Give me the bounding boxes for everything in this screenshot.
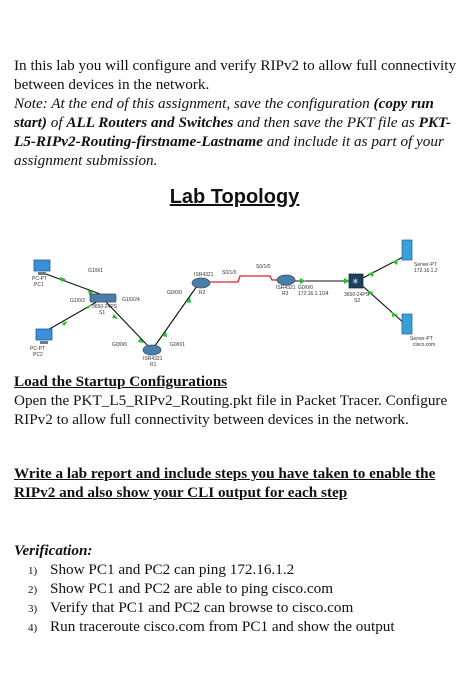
load-config-heading: Load the Startup Configurations xyxy=(14,373,228,390)
note-all-devices: ALL Routers and Switches xyxy=(66,114,234,131)
report-section xyxy=(14,464,454,502)
verification-list xyxy=(14,560,454,636)
link-s2-server2 xyxy=(357,281,405,324)
r3-label-model: ISR4321 xyxy=(276,285,296,291)
intro-line: In this lab you will configure and verify RIPv2 to allow full connectivity between devices in the network. xyxy=(14,57,457,93)
server1-label-type: Server-PT xyxy=(414,262,437,268)
lab-topology-title: Lab Topology xyxy=(169,186,300,208)
server2-label-host: cisco.com xyxy=(413,342,436,348)
pc2-label-name: PC2 xyxy=(33,352,43,358)
intro-text xyxy=(14,56,459,170)
if-label-g1024: G1/0/24 xyxy=(122,297,140,303)
verification-section xyxy=(14,541,454,636)
router-r3-icon xyxy=(276,275,296,297)
if-label-g102: G1/0/2 xyxy=(70,298,86,304)
s1-label-name: S1 xyxy=(99,310,106,316)
server2-label-type: Server-PT xyxy=(410,336,433,342)
item-number: 4) xyxy=(28,622,38,634)
r2-label-name: R2 xyxy=(199,290,206,296)
r1-label-model: ISR4321 xyxy=(143,356,163,362)
verification-item xyxy=(14,617,454,636)
r3-network-label: 172.16.1.1/24 xyxy=(298,291,329,297)
verification-item xyxy=(14,579,454,598)
report-heading: Write a lab report and include steps you have taken to enable the RIPv2 and also show your CLI output for each step xyxy=(14,465,436,501)
item-number: 3) xyxy=(28,603,38,615)
r2-label-model: ISR4321 xyxy=(194,272,214,278)
item-number: 1) xyxy=(28,565,38,577)
if-label-g001-r1: G0/0/1 xyxy=(170,342,186,348)
server-172-icon xyxy=(402,240,438,274)
load-config-section xyxy=(14,372,454,429)
note-paragraph xyxy=(14,94,459,170)
topology-diagram xyxy=(0,236,469,376)
pc1-label-name: PC1 xyxy=(34,282,44,288)
r3-label-name: R3 xyxy=(282,291,289,297)
server-cisco-icon xyxy=(402,314,435,348)
router-r1-icon xyxy=(143,345,163,368)
load-config-body: Open the PKT_L5_RIPv2_Routing.pkt file in Packet Tracer. Configure RIPv2 to allow full connectivity between devices in the network. xyxy=(14,392,448,428)
if-label-s010-r2: S0/1/0 xyxy=(222,270,237,276)
if-label-g101: G1/0/1 xyxy=(88,268,104,274)
item-text: Verify that PC1 and PC2 can browse to cisco.com xyxy=(50,599,354,616)
if-label-s010-r3: S0/1/0 xyxy=(256,264,271,270)
link-pc1-s1 xyxy=(46,274,100,294)
s1-label-model: 3650-24PS xyxy=(92,304,118,310)
if-label-g000-r1: G0/0/0 xyxy=(112,342,128,348)
server1-label-ip: 172.16.1.2 xyxy=(414,268,438,274)
item-text: Show PC1 and PC2 are able to ping cisco.com xyxy=(50,580,334,597)
item-text: Run traceroute cisco.com from PC1 and show the output xyxy=(50,618,395,635)
note-mid2: and then save the PKT file as xyxy=(233,114,419,131)
router-r2-icon xyxy=(192,272,214,296)
note-filename: PKT-L5-RIPv2-Routing-firstname-Lastname xyxy=(14,114,451,150)
verification-item xyxy=(14,560,454,579)
pc2-label-type: PC-PT xyxy=(30,346,45,352)
note-mid1: of xyxy=(46,114,67,131)
serial-link-r2-r3 xyxy=(210,276,280,282)
if-label-g000-r3: G0/0/0 xyxy=(298,285,314,291)
s2-glyph: ✳ xyxy=(352,277,359,286)
note-prefix: Note: At the end of this assignment, save the configuration xyxy=(14,95,374,112)
verification-item xyxy=(14,598,454,617)
item-number: 2) xyxy=(28,584,38,596)
if-label-g000-r2: G0/0/0 xyxy=(167,290,183,296)
switch-s1-icon xyxy=(90,294,118,316)
note-copy-run-start: (copy run start) xyxy=(14,95,434,131)
s2-label-name: S2 xyxy=(354,298,361,304)
pc1-label-type: PC-PT xyxy=(32,276,47,282)
verification-heading: Verification: xyxy=(14,542,93,559)
s2-label-model: 3650-24PS xyxy=(344,292,370,298)
item-text: Show PC1 and PC2 can ping 172.16.1.2 xyxy=(50,561,295,578)
r1-label-name: R1 xyxy=(150,362,157,368)
pc2-icon xyxy=(30,329,52,358)
note-end: and include it as part of your assignment submission. xyxy=(14,133,444,169)
